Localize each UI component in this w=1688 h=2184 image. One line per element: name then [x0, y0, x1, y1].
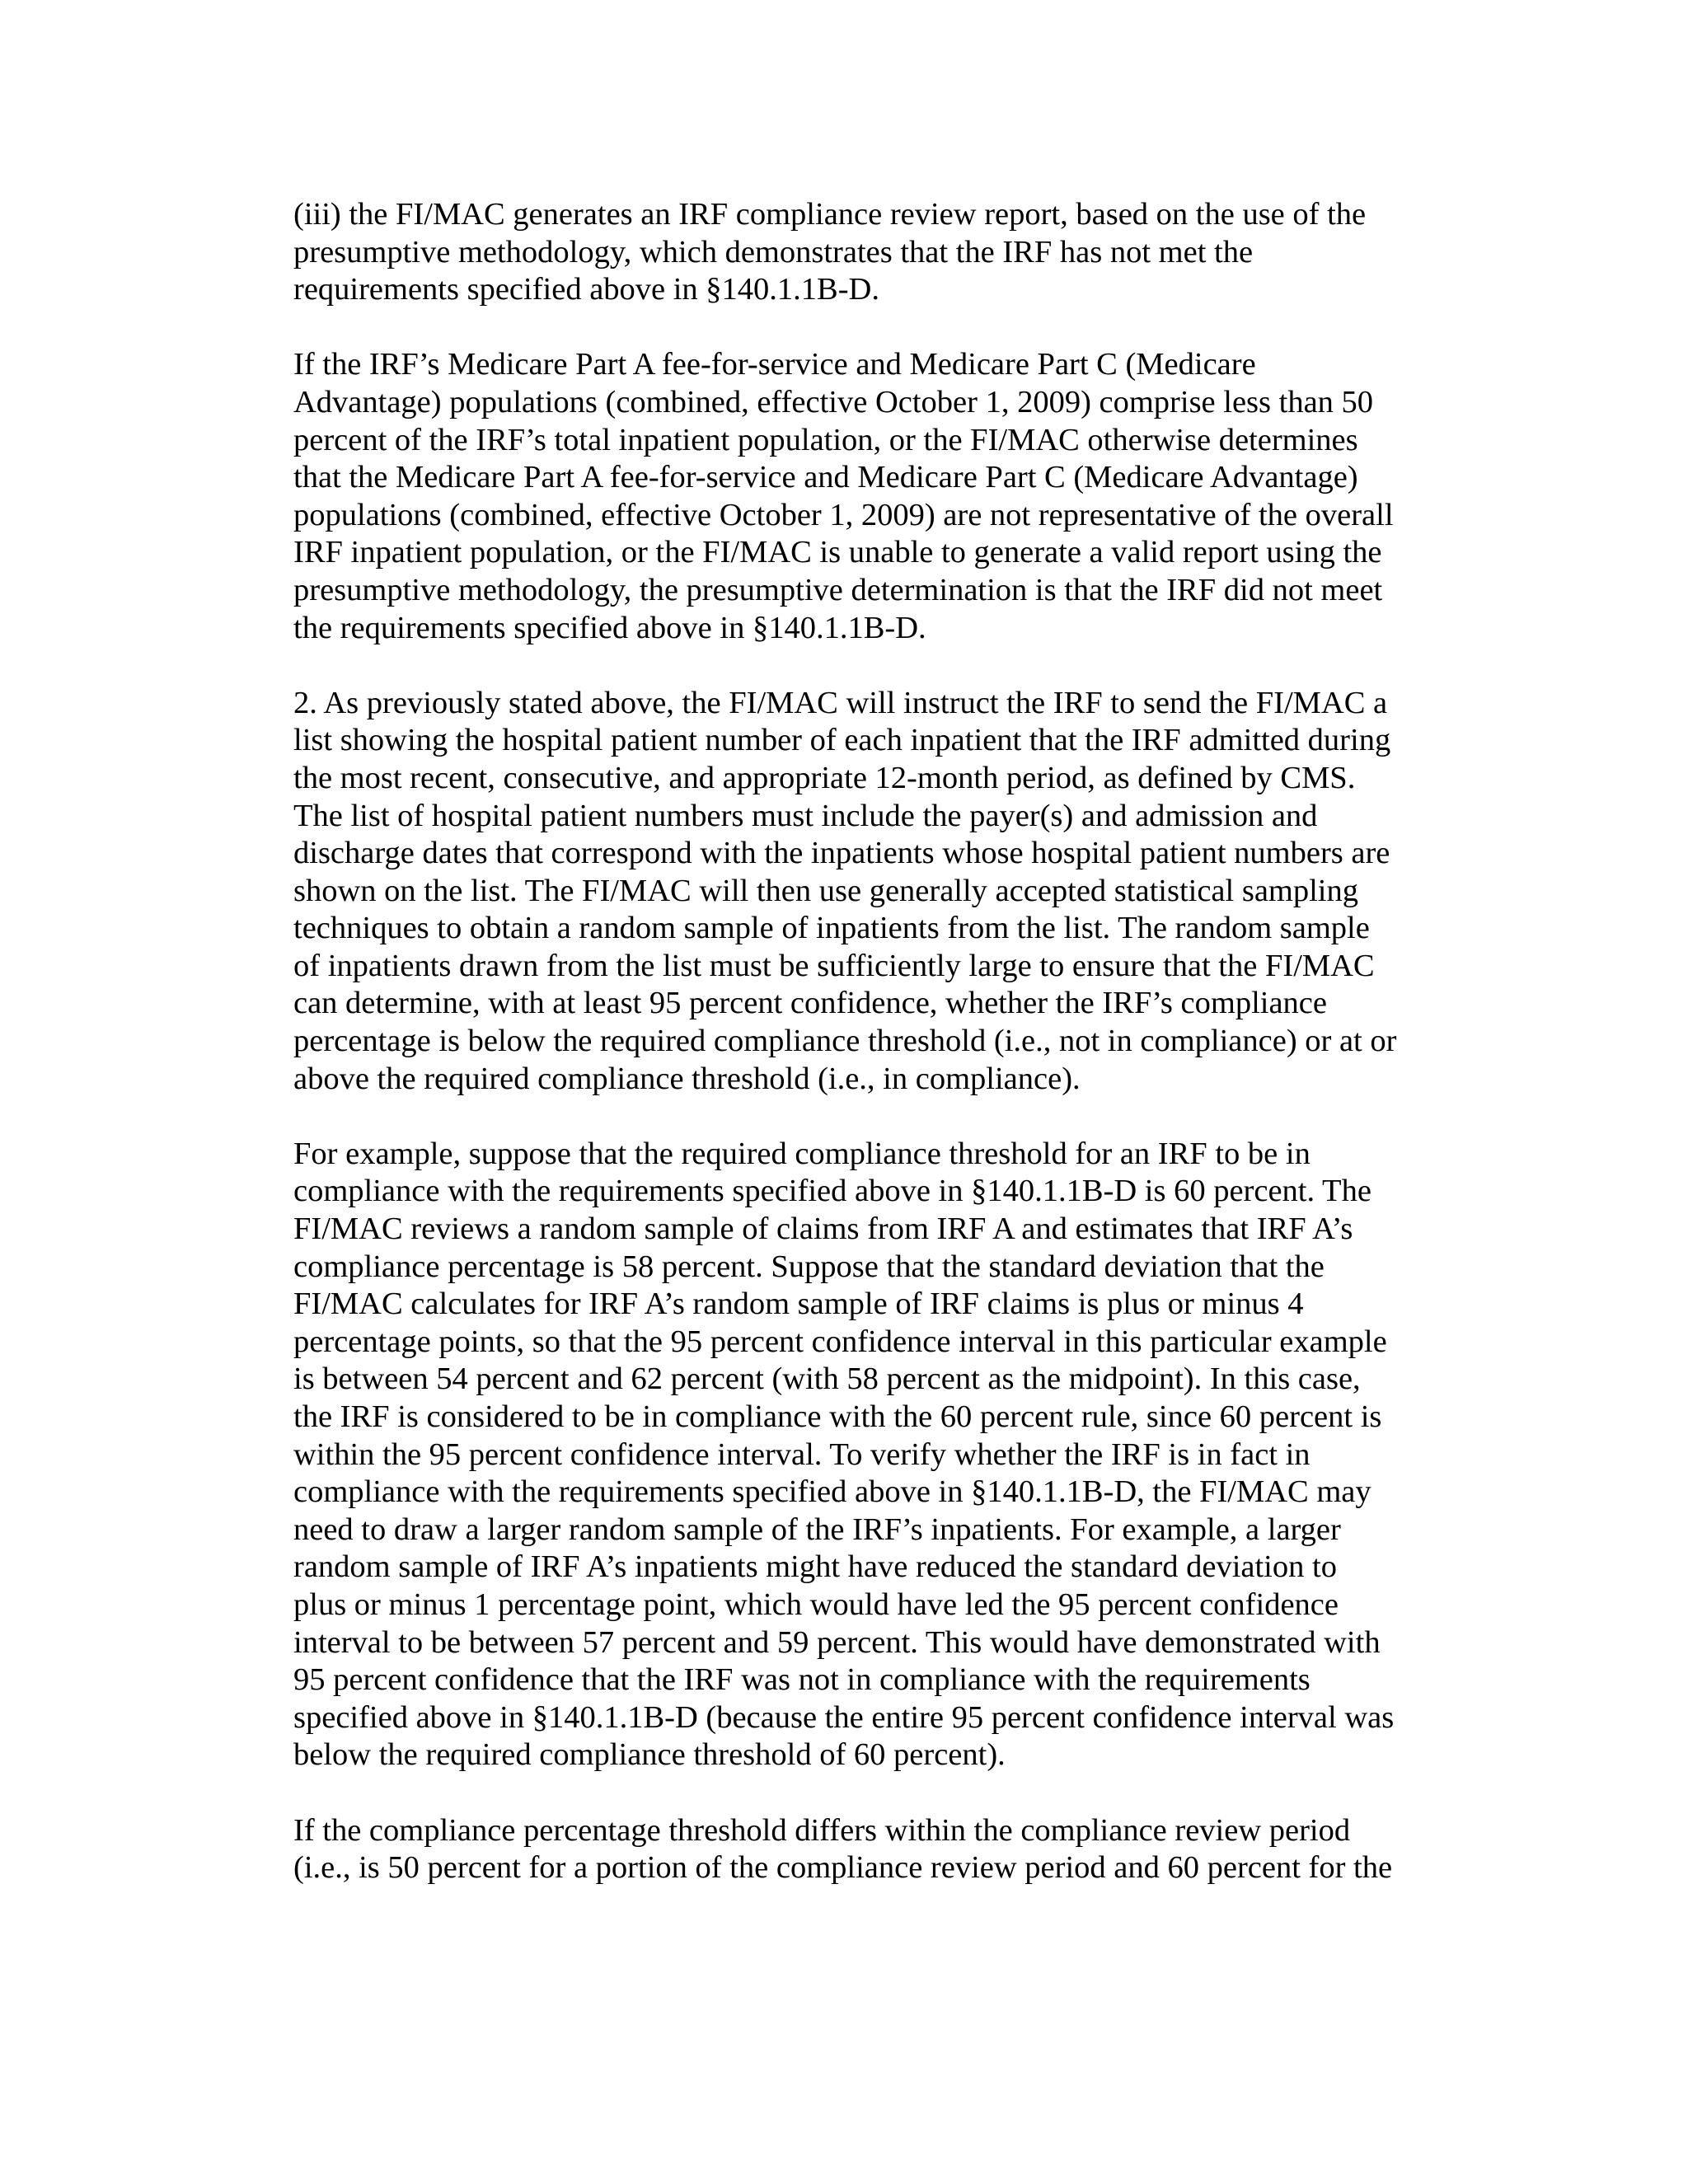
text-line: percentage is below the required compliance threshold (i.e., not in compliance) or at or	[293, 1024, 1397, 1059]
text-line: (iii) the FI/MAC generates an IRF compliance review report, based on the use of the	[293, 197, 1367, 232]
text-line: list showing the hospital patient number of each inpatient that the IRF admitted during	[293, 723, 1391, 758]
text-line: 2. As previously stated above, the FI/MAC will instruct the IRF to send the FI/MAC a	[293, 685, 1388, 720]
text-line: populations (combined, effective October 1, 2009) are not representative of the overall	[293, 497, 1394, 532]
text-line: If the IRF’s Medicare Part A fee-for-service and Medicare Part C (Medicare	[293, 347, 1256, 382]
text-line: requirements specified above in §140.1.1B-D.	[293, 272, 879, 307]
text-line: presumptive methodology, which demonstrates that the IRF has not met the	[293, 234, 1254, 269]
text-line: The list of hospital patient numbers must include the payer(s) and admission and	[293, 798, 1318, 833]
text-line: the IRF is considered to be in compliance with the 60 percent rule, since 60 percent is	[293, 1399, 1382, 1434]
text-line: the most recent, consecutive, and appropriate 12-month period, as defined by CMS.	[293, 760, 1356, 795]
text-line: above the required compliance threshold (i.e., in compliance).	[293, 1061, 1081, 1096]
paragraph	[293, 685, 1439, 1099]
text-line: FI/MAC reviews a random sample of claims from IRF A and estimates that IRF A’s	[293, 1212, 1353, 1247]
text-line: is between 54 percent and 62 percent (with 58 percent as the midpoint). In this case,	[293, 1361, 1361, 1397]
text-line: For example, suppose that the required compliance threshold for an IRF to be in	[293, 1136, 1311, 1171]
text-line: discharge dates that correspond with the inpatients whose hospital patient numbers are	[293, 836, 1390, 871]
text-line: FI/MAC calculates for IRF A’s random sample of IRF claims is plus or minus 4	[293, 1286, 1304, 1322]
paragraph	[293, 1812, 1439, 1887]
document-body	[293, 196, 1439, 1924]
text-line: shown on the list. The FI/MAC will then use generally accepted statistical sampling	[293, 873, 1359, 908]
text-line: below the required compliance threshold of 60 percent).	[293, 1737, 1006, 1773]
text-line: of inpatients drawn from the list must be sufficiently large to ensure that the FI/MAC	[293, 948, 1375, 983]
text-line: compliance percentage is 58 percent. Suppose that the standard deviation that the	[293, 1249, 1325, 1284]
text-line: that the Medicare Part A fee-for-service and Medicare Part C (Medicare Advantage)	[293, 460, 1358, 495]
text-line: the requirements specified above in §140.1.1B-D.	[293, 610, 926, 645]
text-line: random sample of IRF A’s inpatients might have reduced the standard deviation to	[293, 1549, 1337, 1585]
text-line: (i.e., is 50 percent for a portion of the compliance review period and 60 percent for the	[293, 1850, 1393, 1886]
text-line: presumptive methodology, the presumptive determination is that the IRF did not meet	[293, 572, 1383, 607]
text-line: percent of the IRF’s total inpatient population, or the FI/MAC otherwise determines	[293, 422, 1358, 457]
text-line: interval to be between 57 percent and 59 percent. This would have demonstrated with	[293, 1624, 1381, 1660]
text-line: specified above in §140.1.1B-D (because the entire 95 percent confidence interval was	[293, 1699, 1395, 1735]
text-line: IRF inpatient population, or the FI/MAC is unable to generate a valid report using the	[293, 535, 1382, 570]
text-line: Advantage) populations (combined, effective October 1, 2009) comprise less than 50	[293, 384, 1374, 419]
text-line: need to draw a larger random sample of the IRF’s inpatients. For example, a larger	[293, 1511, 1341, 1547]
paragraph	[293, 196, 1439, 309]
text-line: can determine, with at least 95 percent confidence, whether the IRF’s compliance	[293, 986, 1327, 1021]
paragraph	[293, 1136, 1439, 1774]
text-line: techniques to obtain a random sample of inpatients from the list. The random sample	[293, 911, 1370, 946]
text-line: compliance with the requirements specified above in §140.1.1B-D, the FI/MAC may	[293, 1474, 1372, 1510]
text-line: compliance with the requirements specified above in §140.1.1B-D is 60 percent. The	[293, 1174, 1372, 1209]
text-line: If the compliance percentage threshold differs within the compliance review period	[293, 1812, 1351, 1848]
text-line: 95 percent confidence that the IRF was not in compliance with the requirements	[293, 1662, 1311, 1698]
text-line: percentage points, so that the 95 percent confidence interval in this particular example	[293, 1324, 1387, 1359]
text-line: plus or minus 1 percentage point, which would have led the 95 percent confidence	[293, 1586, 1339, 1622]
paragraph	[293, 346, 1439, 647]
text-line: within the 95 percent confidence interval. To verify whether the IRF is in fact in	[293, 1436, 1311, 1472]
